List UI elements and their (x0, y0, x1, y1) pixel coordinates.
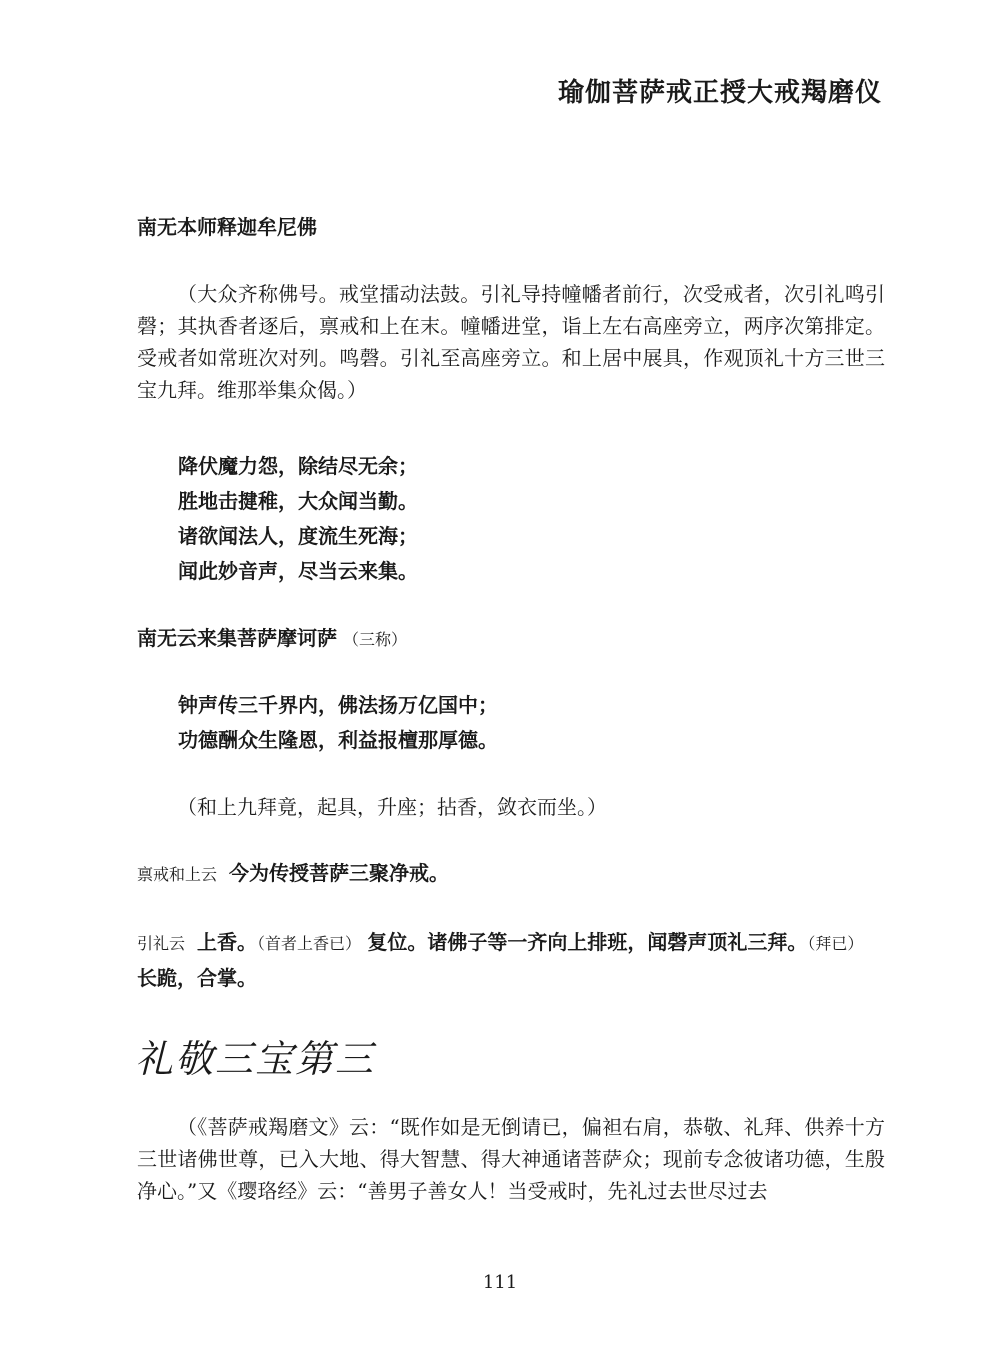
speaker-label: 引礼云 (137, 934, 186, 953)
speech-part: 复位。诸佛子等一齐向上排班，闻磬声顶礼三拜。 (367, 930, 808, 954)
speaker-label: 禀戒和上云 (137, 865, 218, 884)
speech-note: （首者上香已） (257, 934, 362, 953)
invocation-shakyamuni: 南无本师释迦牟尼佛 (137, 215, 317, 239)
speech-note: （拜已） (807, 934, 864, 953)
invocation-text: 南无云来集菩萨摩诃萨 (137, 626, 337, 650)
verse-line: 降伏魔力怨，除结尽无余； (178, 454, 418, 478)
rubric-procession: （大众齐称佛号。戒堂擂动法鼓。引礼导持幢幡者前行，次受戒者，次引礼鸣引磬；其执香者逐后，禀戒和上在末。幢幡进堂，诣上左右高座旁立，两序次第排定。受戒者如常班次对列。鸣磬。引礼至高座旁立。和上居中展具，作观顶礼十方三世三宝九拜。维那举集众偈。） (137, 282, 885, 402)
invocation-bodhisattvas (137, 622, 407, 651)
speech-part: 上香。 (197, 930, 258, 954)
guide-speech (137, 925, 885, 995)
speech-text: 今为传授菩萨三聚净戒。 (229, 861, 450, 885)
invocation-repeat-note: （三称） (343, 630, 408, 649)
verse-bell (178, 688, 498, 758)
body-paragraph: （《菩萨戒羯磨文》云：“既作如是无倒请已，偏袒右肩，恭敬、礼拜、供养十方三世诸佛世尊，已入大地、得大智慧、得大神通诸菩萨众；现前专念彼诸功德，生殷净心。”又《璎珞经》云：“善男子善女人！当受戒时，先礼过去世尽过去 (137, 1115, 885, 1203)
section-heading: 礼敬三宝第三 (135, 1037, 376, 1081)
verse-line: 钟声传三千界内，佛法扬万亿国中； (178, 693, 498, 717)
rubric-preceptor-seated: （和上九拜竟，起具，升座；拈香，敛衣而坐。） (177, 795, 607, 819)
preceptor-speech (137, 856, 885, 892)
running-header-title: 瑜伽菩萨戒正授大戒羯磨仪 (557, 78, 882, 108)
verse-line: 诸欲闻法人，度流生死海； (178, 524, 418, 548)
page-number: 111 (482, 1272, 518, 1293)
verse-line: 胜地击揵稚，大众闻当勤。 (178, 489, 418, 513)
verse-line: 闻此妙音声，尽当云来集。 (178, 559, 418, 583)
verse-line: 功德酬众生隆恩，利益报檀那厚德。 (178, 728, 498, 752)
verse-assembly-gatha (178, 449, 418, 589)
speech-part: 长跪，合掌。 (137, 966, 257, 990)
